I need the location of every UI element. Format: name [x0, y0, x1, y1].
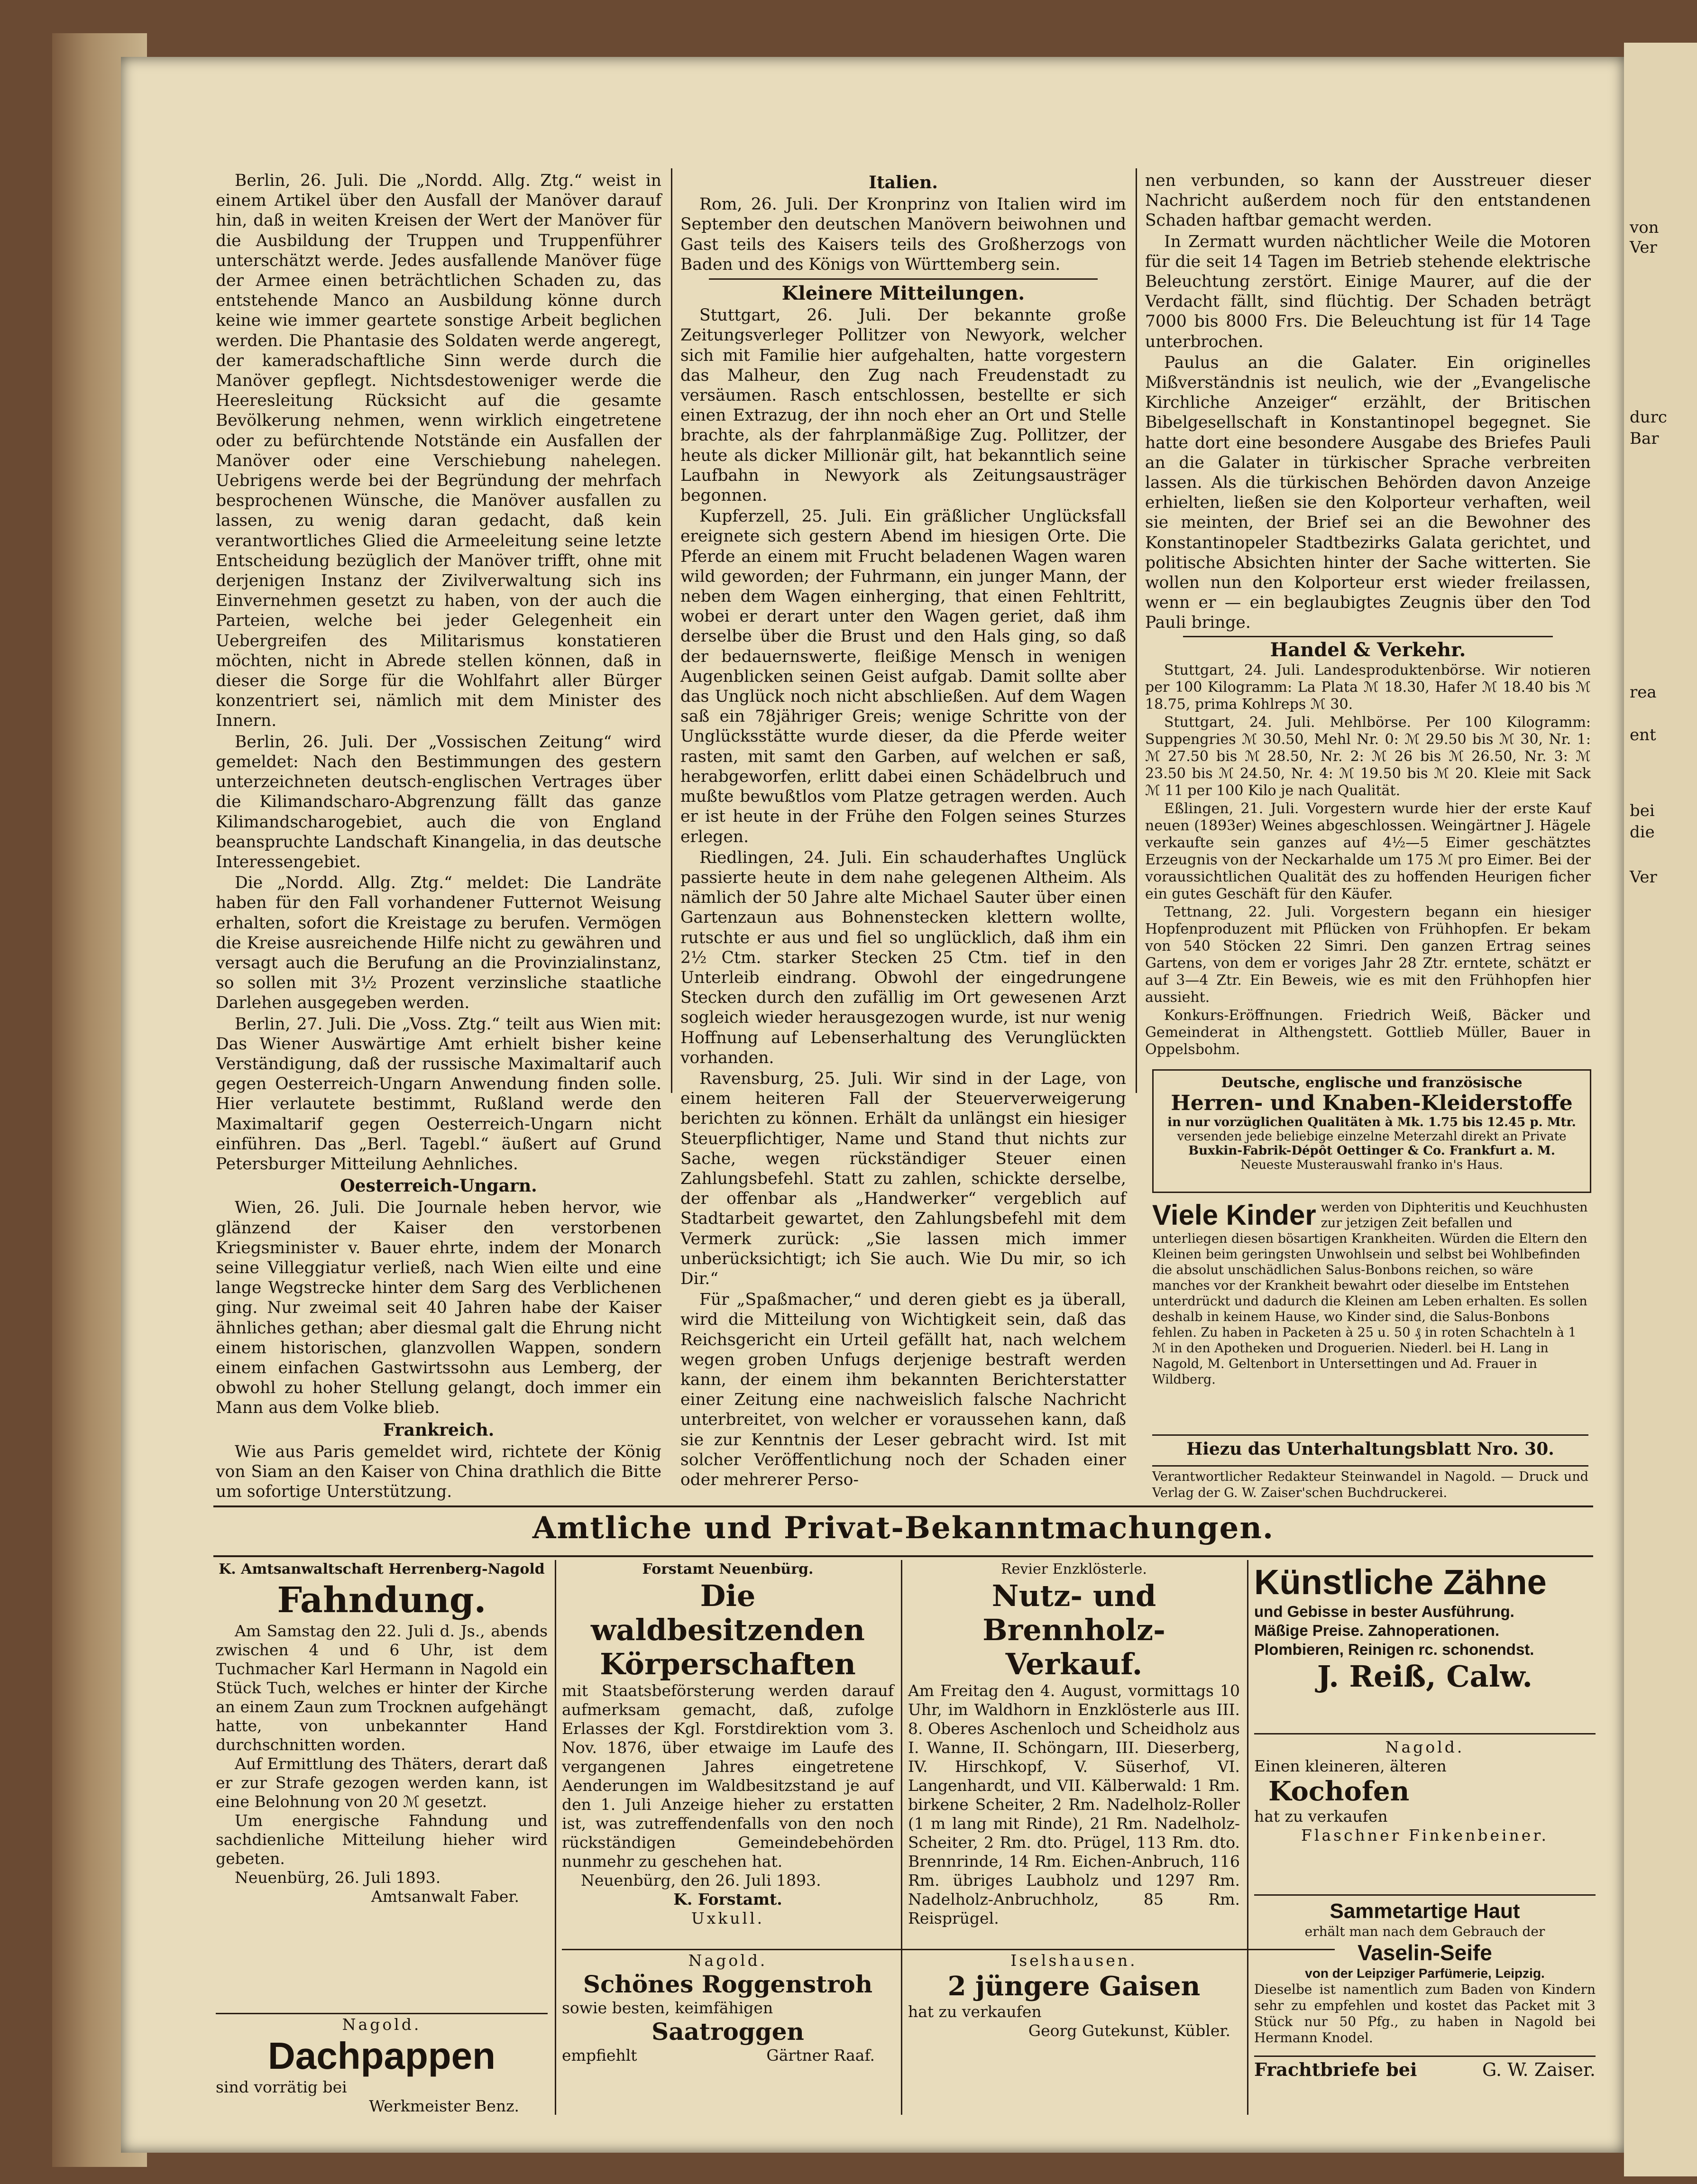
next-page-edge	[1624, 43, 1697, 2176]
article-kupferzell: Kupferzell, 25. Juli. Ein gräßlicher Unglücksfall ereignete sich gestern Abend im hiesigen Orte. Die Pferde an einem mit Frucht beladenen Wagen waren wild geworden; der Fuhrmann, ein junger Mann, der neben dem Wagen einherging, that einen Fehltritt, wobei er derart unter den Wagen geriet, daß ihm derselbe über die Brust und den Hals ging, so daß der bedauernswerte, fleißige Mensch in wenigen Augenblicken seinen Geist aufgab. Damit sollte aber das Unglück noch nicht abschließen. Auf dem Wagen saß ein 78jähriger Greis; wenige Schritte von der Unglücksstätte wurde dieser, da die Pferde weiter rasten, mit samt den Garben, auf welchen er saß, herabgeworfen, erlitt dabei einen Schädelbruch und mußte bewußtlos vom Platze getragen werden. Auch er ist heute in der Frühe den Folgen seines Sturzes erlegen.	[680, 507, 1126, 846]
ad-title: Künstliche Zähne	[1254, 1562, 1547, 1602]
heading-kleinere-mitteilungen: Kleinere Mitteilungen.	[781, 282, 1025, 305]
article-continued: nen verbunden, so kann der Ausstreuer dieser Nachricht außerdem noch für den entstandenen Schaden haftbar gemacht werden.	[1145, 171, 1591, 230]
ad-org: K. Amtsanwaltschaft Herrenberg-Nagold	[219, 1561, 545, 1578]
ad-org: Revier Enzklösterle.	[1001, 1561, 1147, 1578]
edge-word: Ver	[1630, 238, 1657, 257]
ad-text: Einen kleineren, älteren	[1254, 1757, 1447, 1775]
ad-dachpappen	[216, 2015, 548, 2116]
ad-title: Herren- und Knaben-Kleiderstoffe	[1171, 1091, 1573, 1115]
heading-oesterreich: Oesterreich-Ungarn.	[340, 1176, 537, 1196]
ad-text: Dieselbe ist namentlich zum Baden von Kindern sehr zu empfehlen und kostet das Packet mit 3 Stück nur 50 Pfg., zu haben in Nagold bei Hermann Knodel.	[1254, 1982, 1596, 2046]
ad-place: Nagold.	[688, 1951, 768, 1970]
article-riedlingen: Riedlingen, 24. Juli. Ein schauderhaftes Unglück passierte heute in dem nahe gelegenen Altheim. Als nämlich der 50 Jahre alte Michael Sauter über einen Gartenzaun aus Bohnenstecken klettern wollte, rutschte er aus und fiel so unglücklich, daß ihm ein 2½ Ctm. starker Stecken 25 Ctm. tief in den Unterleib eindrang. Obwohl der eingedrungene Stecken durch den zufällig im Ort gewesenen Arzt sogleich wieder herausgezogen wurde, ist nur wenig Hoffnung auf Lebenserhaltung des Verunglückten vorhanden.	[680, 848, 1126, 1067]
ad-text: empfiehlt	[562, 2046, 637, 2065]
ad-title: Schönes Roggenstroh	[583, 1970, 873, 1998]
ad-salus-bonbons	[1152, 1200, 1588, 1387]
ad-name: J. Reiß, Calw.	[1317, 1659, 1533, 1694]
ad-signature: Amtsanwalt Faber.	[371, 1887, 519, 1906]
ad-title: Saatroggen	[651, 2018, 804, 2046]
divider	[1183, 636, 1553, 637]
edge-word: ent	[1630, 725, 1656, 744]
divider	[1254, 1733, 1596, 1734]
ad-place: Nagold.	[1385, 1738, 1465, 1756]
market-esslingen: Eßlingen, 21. Juli. Vorgestern wurde hier der erste Kauf neuen (1893er) Weines abgeschlossen. Weingärtner J. Hägele verkaufte sein ganzes auf 4½—5 Eimer geschätztes Erzeugnis von der Neckarhalde um 175 ℳ pro Eimer. Bei der voraussichtlichen Qualität des zu hoffenden Heurigen ficher ein gutes Geschäft für den Käufer.	[1145, 800, 1591, 902]
ad-text: von der Leipziger Parfümerie, Leipzig.	[1305, 1966, 1545, 1981]
article-berlin-3: Die „Nordd. Allg. Ztg.“ meldet: Die Landräte haben für den Fall vorhandener Futternot Weisung erhalten, sofort die Kreistage zu berufen. Vermögen die Kreise ausreichende Hilfe nicht zu gewähren und versagt auch die Berufung an die Provinzialinstanz, so sollen mit 3½ Prozent verzinsliche staatliche Darlehen ausgegeben werden.	[216, 873, 661, 1013]
ad-frachtbriefe	[1254, 2060, 1596, 2079]
ad-text: Mäßige Preise. Zahnoperationen.	[1254, 1622, 1500, 1639]
ad-text: sind vorrätig bei	[216, 2078, 347, 2096]
article-stuttgart: Stuttgart, 26. Juli. Der bekannte große Zeitungsverleger Pollitzer von Newyork, welcher sich mit Familie hier aufgehalten, hatte vorgestern das Malheur, den Zug nach Freudenstadt zu versäumen. Rasch entschlossen, bestellte er sich einen Extrazug, der ihn noch eher an Ort und Stelle brachte, als der fahrplanmäßige Zug. Pollitzer, der heute als dicker Millionär gilt, hat bekanntlich seine Laufbahn in Newyork als Zeitungsausträger begonnen.	[680, 306, 1126, 505]
ad-title: Dachpappen	[267, 2035, 496, 2077]
divider	[1254, 1894, 1596, 1896]
article-ravensburg: Ravensburg, 25. Juli. Wir sind in der Lage, von einem heiteren Fall der Steuerverweigerung berichten zu können. Erhält da unlängst ein hiesiger Steuerpflichtiger, Name und Stand thut nichts zur Sache, wegen rückständiger Steuer einen Zahlungsbefehl. Statt zu zahlen, schickte derselbe, der offenbar als „Handwerker“ vergeblich auf Stadtarbeit gewartet, den Zahlungsbefehl mit dem Vermerk zurück: „Sie lassen mich immer unberücksichtigt; ich Sie auch. Wie Du mir, so ich Dir.“	[680, 1069, 1126, 1288]
ad-signature: K. Forstamt.	[673, 1890, 782, 1909]
ad-signature: Uxkull.	[691, 1909, 765, 1927]
article-paris: Wie aus Paris gemeldet wird, richtete der König von Siam an den Kaiser von China drathlich die Bitte um sofortige Unterstützung.	[216, 1442, 661, 1502]
article-galater: Paulus an die Galater. Ein originelles Mißverständnis ist neulich, wie der „Evangelische Kirchliche Anzeiger“ erzählt, der Britischen Bibelgesellschaft in Konstantinopel begegnet. Sie hatte dort eine besondere Ausgabe des Briefes Pauli an die Galater in türkischer Sprache verbreiten lassen. Als die türkischen Behörden davon Anzeige erhielten, ließen sie den Kolporteur verhaften, weil sie meinten, der Brief sei an die Bewohner des Konstantinopeler Stadtbezirks Galata gerichtet, und politische Absichten hinter der Sache witterten. Sie wollen nun den Kolporteur erst wieder freilassen, wenn er — ein beglaubigtes Zeugnis über den Tod Pauli bringe.	[1145, 353, 1591, 633]
ad-kleiderstoffe	[1152, 1069, 1591, 1193]
ad-title: Körperschaften	[600, 1647, 856, 1681]
ad-body: werden von Diphteritis und Keuchhusten zur jetzigen Zeit befallen und unterliegen diesen bösartigen Krankheiten. Würden die Eltern den Kleinen beim geringsten Unwohlsein und selbst bei Wohlbefinden die absolut unschädlichen Salus-Bonbons reichen, so wäre manches vor der Krankheit bewahrt oder dieselbe im Entstehen unterdrückt und dadurch die Kleinen am Leben erhalten. Es sollen deshalb in keinem Hause, wo Kinder sind, die Salus-Bonbons fehlen. Zu haben in Packeten à 25 u. 50 ₰ in roten Schachteln à 1 ℳ in den Apotheken und Droguerien. Niederl. bei H. Lang in Nagold, M. Geltenbort in Untersettingen und Ad. Frauer in Wildberg.	[1152, 1200, 1588, 1387]
ad-zaehne	[1254, 1562, 1596, 1694]
ad-title: Kochofen	[1268, 1776, 1410, 1807]
ad-text: Plombieren, Reinigen rc. schonendst.	[1254, 1641, 1534, 1658]
divider	[216, 2013, 548, 2014]
column-2	[680, 171, 1126, 1491]
ad-signature: Flaschner Finkenbeiner.	[1301, 1826, 1549, 1844]
edge-word: durc	[1630, 408, 1667, 427]
edge-word: bei	[1630, 801, 1655, 820]
divider	[1254, 2056, 1596, 2057]
announcements-header: Amtliche und Privat-Bekanntmachungen.	[532, 1510, 1275, 1546]
ad-text: Frachtbriefe bei	[1254, 2059, 1417, 2080]
ad-text: Am Samstag den 22. Juli d. Js., abends zwischen 4 und 6 Uhr, ist dem Tuchmacher Karl Hermann in Nagold ein Stück Tuch, welches er hinter der Kirche an einem Zaun zum Trocknen aufgehängt hatte, von unbekannter Hand durchschnitten worden.	[216, 1622, 548, 1754]
market-landesprodukten: Stuttgart, 24. Juli. Landesproduktenbörse. Wir notieren per 100 Kilogramm: La Plata ℳ 18.30, Hafer ℳ 18.40 bis ℳ 18.75, prima Kohlreps ℳ 30.	[1145, 661, 1591, 713]
ad-text: sowie besten, keimfähigen	[562, 1999, 773, 2017]
market-konkurs: Konkurs-Eröffnungen. Friedrich Weiß, Bäcker und Gemeinderat in Althengstett. Gottlieb Müller, Bauer in Oppelsbohm.	[1145, 1007, 1591, 1058]
heading-handel-verkehr: Handel & Verkehr.	[1270, 638, 1466, 661]
ad-title: Nutz- und Brennholz-	[982, 1578, 1165, 1647]
ad-forstamt	[562, 1560, 894, 1928]
ad-title: 2 jüngere Gaisen	[947, 1971, 1201, 2002]
column-3	[1145, 171, 1591, 1059]
ad-text: hat zu verkaufen	[1254, 1807, 1388, 1826]
ad-title: Die waldbesitzenden	[591, 1578, 865, 1647]
ad-title: Viele Kinder	[1152, 1199, 1316, 1231]
ad-line: Neueste Musterauswahl franko in's Haus.	[1240, 1158, 1503, 1172]
divider	[709, 278, 1098, 280]
edge-word: von	[1630, 218, 1659, 237]
ad-line: versenden jede beliebige einzelne Meterzahl direkt an Private	[1177, 1129, 1567, 1144]
article-spassmacher: Für „Spaßmacher,“ und deren giebt es ja überall, wird die Mitteilung von Wichtigkeit sein, daß das Reichsgericht ein Urteil gefällt hat, nach welchem wegen groben Unfugs derjenige bestraft werden kann, der einem ihm bekannten Berichterstatter einer Zeitung eine nachweislich falsche Nachricht unterbreitet, von welcher er voraussehen kann, daß sie zur Kenntnis der Leser gebracht wird. Ist mit solcher Veröffentlichung noch der Schaden einer oder mehrerer Perso-	[680, 1290, 1126, 1489]
market-tettnang: Tettnang, 22. Juli. Vorgestern begann ein hiesiger Hopfenproduzent mit Pflücken von Frühhopfen. Er bekam von 540 Stöcken 22 Simri. Den ganzen Ertrag seines Gartens, von dem er voriges Jahr 28 Ztr. erntete, schätzt er auf 3—4 Ztr. Ein Beweis, wie es mit den Frühhopfen hier aussieht.	[1145, 903, 1591, 1006]
ad-kochofen	[1254, 1738, 1596, 1845]
supplement-notice: Hiezu das Unterhaltungsblatt Nro. 30.	[1186, 1439, 1554, 1459]
ad-date: Neuenbürg, den 26. Juli 1893.	[581, 1871, 821, 1890]
ad-text: hat zu verkaufen	[908, 2002, 1042, 2021]
ad-signature: Georg Gutekunst, Kübler.	[1028, 2021, 1230, 2040]
column-rule	[1247, 1560, 1248, 2115]
ad-text: mit Staatsbeförsterung werden darauf aufmerksam gemacht, daß, zufolge Erlasses der Kgl. Forstdirektion vom 3. Nov. 1876, über etwaige im Laufe des vergangenen Jahres eingetretene Aenderungen im Waldbesitzstand je auf den 1. Juli Anzeige hieher zu erstatten ist, was zutreffendenfalls von den noch rückständigen Gemeindebehörden nunmehr zu geschehen hat.	[562, 1681, 894, 1871]
ad-name: G. W. Zaiser.	[1482, 2059, 1596, 2080]
newspaper-page	[121, 57, 1624, 2153]
ad-text: und Gebisse in bester Ausführung.	[1254, 1603, 1514, 1620]
edge-word: Bar	[1630, 429, 1659, 448]
ad-signature: Gärtner Raaf.	[766, 2046, 875, 2065]
ad-place: Nagold.	[342, 2015, 422, 2034]
ad-title: Sammetartige Haut	[1330, 1900, 1520, 1923]
article-rom: Rom, 26. Juli. Der Kronprinz von Italien wird im September den deutschen Manövern beiwohnen und Gast teils des Kaisers teils des Großherzogs von Baden und des Königs von Württemberg sein.	[680, 195, 1126, 274]
ad-fahndung	[216, 1560, 548, 1906]
ad-title: Verkauf.	[1005, 1647, 1143, 1681]
article-zermatt: In Zermatt wurden nächtlicher Weile die Motoren für die seit 14 Tagen im Betrieb stehende elektrische Beleuchtung zerstört. Einige Maurer, auf die der Verdacht fällt, sind flüchtig. Der Schaden beträgt 7000 bis 8000 Frs. Die Beleuchtung ist für 14 Tage unterbrochen.	[1145, 232, 1591, 351]
ad-org: Forstamt Neuenbürg.	[642, 1561, 814, 1578]
ad-name: Vaselin-Seife	[1358, 1940, 1492, 1965]
article-wien: Wien, 26. Juli. Die Journale heben hervor, wie glänzend der Kaiser den verstorbenen Kriegsminister v. Bauer ehrte, indem der Monarch seine Villeggiatur verließ, nach Wien eilte und eine lange Wegstrecke hinter dem Sarg des Verblichenen ging. Nur zweimal seit 40 Jahren habe der Kaiser ähnliches gethan; aber diesmal galt die Ehrung nicht einem historischen, glanzvollen Wappen, sondern einem einfachen Gastwirtssohn aus Lemberg, der obwohl zu hoher Stellung gelangt, doch immer ein Mann aus dem Volke blieb.	[216, 1198, 661, 1418]
column-rule	[671, 168, 672, 1093]
ad-roggenstroh	[562, 1951, 894, 2065]
ad-text: Um energische Fahndung und sachdienliche Mitteilung hieher wird gebeten.	[216, 1811, 548, 1868]
heading-frankreich: Frankreich.	[383, 1420, 495, 1440]
ad-title: Fahndung.	[277, 1580, 486, 1621]
ad-line: Deutsche, englische und französische	[1221, 1074, 1523, 1091]
market-mehlboerse: Stuttgart, 24. Juli. Mehlbörse. Per 100 Kilogramm: Suppengries ℳ 30.50, Mehl Nr. 0: ℳ 29.50 bis ℳ 30, Nr. 1: ℳ 27.50 bis ℳ 28.50, Nr. 2: ℳ 26 bis ℳ 26.50, Nr. 3: ℳ 23.50 bis ℳ 24.50, Nr. 4: ℳ 19.50 bis ℳ 20. Kleie mit Sack ℳ 11 per 100 Kilo je nach Qualität.	[1145, 714, 1591, 799]
ad-date: Neuenbürg, 26. Juli 1893.	[235, 1868, 441, 1887]
heading-italien: Italien.	[869, 173, 938, 193]
ad-place: Iselshausen.	[1010, 1951, 1137, 1970]
column-rule	[1136, 168, 1137, 1093]
divider	[1152, 1465, 1588, 1467]
divider	[1152, 1434, 1588, 1436]
impressum: Verantwortlicher Redakteur Steinwandel in Nagold. — Druck und Verlag der G. W. Zaiser'schen Buchdruckerei.	[1152, 1469, 1588, 1500]
ad-text: Auf Ermittlung des Thäters, derart daß er zur Strafe gezogen werden kann, ist eine Belohnung von 20 ℳ gesetzt.	[216, 1754, 548, 1811]
ad-signature: Werkmeister Benz.	[369, 2097, 519, 2115]
ad-vaselin-seife	[1254, 1899, 1596, 2046]
edge-word: Ver	[1630, 868, 1657, 887]
ad-text: erhält man nach dem Gebrauch der	[1304, 1924, 1545, 1939]
article-berlin-4: Berlin, 27. Juli. Die „Voss. Ztg.“ teilt aus Wien mit: Das Wiener Auswärtige Amt erhielt bisher keine Verständigung, daß der russische Maximaltarif auch gegen Oesterreich-Ungarn Anwendung finden solle. Hier verlautete bestimmt, Rußland werde den Maximaltarif gegen Oesterreich-Ungarn nicht einführen. Das „Berl. Tagebl.“ äußert auf Grund Petersburger Mitteilung Aehnliches.	[216, 1014, 661, 1174]
edge-word: rea	[1630, 683, 1657, 702]
section-rule	[213, 1505, 1593, 1507]
column-rule	[901, 1560, 902, 2115]
ad-line: Buxkin-Fabrik-Dépôt Oettinger & Co. Frankfurt a. M.	[1188, 1144, 1555, 1158]
article-berlin-1: Berlin, 26. Juli. Die „Nordd. Allg. Ztg.“ weist in einem Artikel über den Ausfall der Manöver darauf hin, daß in weiten Kreisen der Wert der Manöver für die Ausbildung der Truppen und Truppenführer unterschätzt werde. Jedes ausfallende Manöver füge der Armee einen beträchtlichen Schaden zu, das entstehende Manco an Ausbildung könne durch keine wie immer geartete sonstige Arbeit beglichen werden. Die Phantasie des Soldaten werde angeregt, der kameradschaftliche Sinn werde durch die Manöver gepflegt. Nichtsdestoweniger werde die Heeresleitung Rücksicht auf die gesamte Bevölkerung nehmen, wenn wirklich eingetretene oder zu befürchtende Notstände ein Ausfallen der Manöver oder eine Verschiebung nahelegen. Uebrigens werde bei der Begründung der mehrfach besprochenen Wünsche, die Manöver ausfallen zu lassen, zu wenig daran gedacht, daß kein verantwortliches Glied die Armeeleitung seine letzte Entscheidung bezüglich der Manöver trifft, ohne mit derjenigen Instanz der Zivilverwaltung sich ins Einvernehmen gesetzt zu haben, von der auch die Parteien, welche bei jeder Gelegenheit ein Uebergreifen des Militarismus konstatieren möchten, nicht in Abrede stellen können, daß in dieser die Sorge für die Wohlfahrt aller Bürger konzentriert sei, nämlich mit dem Minister des Innern.	[216, 171, 661, 731]
column-rule	[555, 1560, 556, 2115]
article-berlin-2: Berlin, 26. Juli. Der „Vossischen Zeitung“ wird gemeldet: Nach den Bestimmungen des gestern unterzeichneten deutsch-englischen Vertrages über die Kilimandscharo-Abgrenzung fällt das ganze Kilimandscharogebiet, auch die von England beanspruchte Landschaft Kinangelia, in das deutsche Interessengebiet.	[216, 732, 661, 872]
column-1	[216, 171, 661, 1503]
ad-gaisen	[908, 1951, 1240, 2040]
ad-nutzholz	[908, 1560, 1240, 1928]
section-rule	[213, 1555, 1593, 1557]
divider	[562, 1949, 1335, 1950]
ad-text: Am Freitag den 4. August, vormittags 10 Uhr, im Waldhorn in Enzklösterle aus III. 8. Oberes Aschenloch und Scheidholz aus I. Wanne, II. Schöngarn, III. Dieserberg, IV. Hirschkopf, V. Süserhof, VI. Langenhardt, und VII. Kälberwald: 1 Rm. birkene Scheiter, 2 Rm. Nadelholz-Roller (1 m lang mit Rinde), 21 Rm. Nadelholz-Scheiter, 2 Rm. dto. Prügel, 113 Rm. dto. Brennrinde, 14 Rm. Eichen-Anbruch, 116 Rm. übriges Laubholz und 1297 Rm. Nadelholz-Anbruchholz, 85 Rm. Reisprügel.	[908, 1681, 1240, 1927]
ad-line: in nur vorzüglichen Qualitäten à Mk. 1.75 bis 12.45 p. Mtr.	[1167, 1115, 1576, 1129]
edge-word: die	[1630, 823, 1655, 842]
